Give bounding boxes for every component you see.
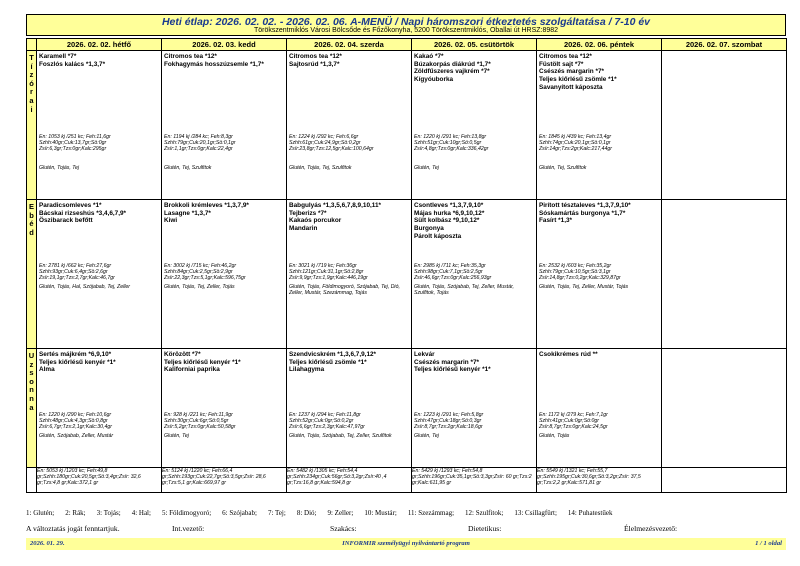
nutrition-info: En: 1220 kj /291 kc; Feh:13,8gr Szhh:51gr;Cuk:10gr;Sö:0,5gr Zsír:4,8gr;Tzs:0gr;Kalc:336,42gr bbox=[414, 134, 489, 153]
day-header: 2026. 02. 04. szerda bbox=[287, 39, 412, 51]
nutrition-info: En: 1224 kj /292 kc; Feh:6,6gr Szhh:61gr;Cuk:24,9gr;Sö:0,2gr Zsír:23,8gr;Tzs:12,5gr;Kalc:100,64gr bbox=[289, 134, 374, 153]
weekly-menu-table bbox=[26, 38, 787, 493]
nutrition-info: En: 1172 kj /279 kc; Feh:7,1gr Szhh:41gr;Cuk:0gr;Sö:0gr Zsír:8,7gr;Tzs:0gr;Kalc:24,5gr bbox=[539, 412, 608, 431]
legend-item: 14: Puhatestűek bbox=[567, 509, 613, 517]
allergen-list: Glutén, Tojás bbox=[539, 433, 570, 439]
menu-cell bbox=[662, 349, 787, 468]
daily-total bbox=[662, 468, 787, 493]
menu-cell bbox=[162, 200, 287, 349]
menu-items bbox=[662, 200, 786, 202]
allergen-list: Glutén, Tojás, Tej, Szulfitok bbox=[289, 165, 352, 171]
menu-items bbox=[662, 51, 786, 53]
day-header: 2026. 02. 03. kedd bbox=[162, 39, 287, 51]
legend-item: 3: Tojás; bbox=[96, 509, 121, 517]
footer-date: 2026. 01. 29. bbox=[30, 540, 65, 547]
footer-bar bbox=[26, 538, 786, 550]
menu-cell bbox=[162, 349, 287, 468]
menu-items: Csontleves *1,3,7,9,10* Májas hurka *6,9,10,12* Sült kolbász *9,10,12* Burgonya Párolt káposzta bbox=[414, 202, 485, 240]
menu-cell bbox=[537, 349, 662, 468]
daily-total: En: 5053 kj /1203 kc; Feh:49,8 gr;Szhh:180gr;Cuk:20,5gr;Sö:3,4gr;Zsír: 32,6 gr;Tzs:4,8 gr;Kalc:372,1 gr bbox=[37, 468, 162, 493]
menu-items: Citromos tea *12* Fokhagymás hosszúzsemle *1,7* bbox=[164, 53, 264, 68]
rights-notice: A változtatás jogát fenntartjuk. bbox=[26, 524, 120, 533]
menu-items: Paradicsomleves *1* Bácskai rizseshús *3,4,6,7,9* Öszibarack befőtt bbox=[39, 202, 127, 225]
daily-total: En: 5429 kj /1293 kc; Feh:54,8 gr;Szhh:196gr;Cuk:35,1gr;Sö:3,3gr;Zsír: 60 gr;Tzs:2 gr;Kalc:611,95 gr bbox=[412, 468, 537, 493]
day-header: 2026. 02. 07. szombat bbox=[662, 39, 787, 51]
legend-item: 2: Rák; bbox=[65, 509, 86, 517]
menu-cell bbox=[662, 200, 787, 349]
menu-cell bbox=[37, 200, 162, 349]
page-subtitle: Törökszentmiklós Városi Bölcsőde és Főzőkonyha, 5200 Törökszentmiklós, Oballai út HRSZ:8982 bbox=[253, 27, 559, 34]
menu-cell bbox=[662, 51, 787, 200]
meal-label: E b é d bbox=[27, 200, 37, 349]
nutrition-info: En: 1845 kj /439 kc; Feh:13,4gr Szhh:74gr;Cuk:20,1gr;Sö:0,1gr Zsír:14gr;Tzs:2gr;Kalc:217,44gr bbox=[539, 134, 612, 153]
menu-items: Citromos tea *12* Füstölt sajt *7* Csészés margarin *7* Teljes kiőrlésű zsömle *1* Savanyított káposzta bbox=[539, 53, 617, 91]
allergen-list: Glutén, Tojás, Szójabab, Tej, Zeller, Mustár, Szulfitok, Tojás bbox=[414, 284, 514, 297]
totals-label-cell bbox=[27, 468, 37, 493]
nutrition-info: En: 1223 kj /291 kc; Feh:5,8gr Szhh:47gr;Cuk:18gr;Sö:0,3gr Zsír:8,7gr;Tzs:2gr;Kalc:18,6gr bbox=[414, 412, 484, 431]
menu-items: Pirított tésztaleves *1,3,7,9,10* Sóskamártás burgonya *1,7* Fasírt *1,3* bbox=[539, 202, 631, 225]
legend-item: 5: Földimogyoró; bbox=[161, 509, 212, 517]
menu-items: Karamell *7* Foszlós kalács *1,3,7* bbox=[39, 53, 106, 68]
menu-cell bbox=[287, 200, 412, 349]
menu-items: Babgulyás *1,3,5,6,7,8,9,10,11* Tejberizs *7* Kakaós porcukor Mandarin bbox=[289, 202, 382, 233]
menu-cell bbox=[287, 349, 412, 468]
allergen-list: Glutén, Tojás, Földimogyoró, Szójabab, Tej, Dió, Zeller, Mustár, Szezámmag, Tojás bbox=[289, 284, 400, 297]
menu-items: Körözött *7* Teljes kiőrlésű kenyér *1* Kaliforniai paprika bbox=[164, 351, 241, 374]
menu-cell bbox=[287, 51, 412, 200]
nutrition-info: En: 1194 kj /284 kc; Feh:8,3gr Szhh:79gr;Cuk:20,1gr;Sö:0,1gr Zsír:1,1gr;Tzs:0gr;Kalc:22,4gr bbox=[164, 134, 236, 153]
day-header-row bbox=[27, 39, 787, 51]
allergen-list: Glutén, Tojás, Hal, Szójabab, Tej, Zeller bbox=[39, 284, 131, 290]
menu-items: Lekvár Csészés margarin *7* Teljes kiőrlésű kenyér *1* bbox=[414, 351, 491, 374]
legend-item: 8: Dió; bbox=[296, 509, 317, 517]
allergen-list: Glutén, Tej, Szulfitok bbox=[164, 165, 212, 171]
meal-label: U z s o n n a bbox=[27, 349, 37, 468]
allergen-list: Glutén, Tojás, Tej, Zeller, Tojás bbox=[164, 284, 235, 290]
allergen-list: Glutén, Tojás, Tej bbox=[39, 165, 79, 171]
meal-row bbox=[27, 200, 787, 349]
daily-total: En: 5124 kj /1220 kc; Feh:66,4 gr;Szhh:193gr;Cuk:22,7gr;Sö:3,5gr;Zsír: 28,6 gr;Tzs:5,1 gr;Kalc:669,97 gr bbox=[162, 468, 287, 493]
menu-cell bbox=[537, 51, 662, 200]
legend-item: 11: Szezámmag; bbox=[407, 509, 455, 517]
legend-item: 10: Mustár; bbox=[364, 509, 397, 517]
nutrition-info: En: 1053 kj /251 kc; Feh:11,6gr Szhh:40gr;Cuk:13,7gr;Sö:0gr Zsír:6,3gr;Tzs:0gr;Kalc:295gr bbox=[39, 134, 111, 153]
menu-cell bbox=[412, 200, 537, 349]
allergen-list: Glutén, Szójabab, Zeller, Mustár bbox=[39, 433, 114, 439]
allergen-list: Glutén, Tojás, Tej, Zeller, Mustár, Tojás bbox=[539, 284, 629, 290]
nutrition-info: En: 928 kj /221 kc; Feh:11,9gr Szhh:30gr;Cuk:6gr;Sö:0,5gr Zsír:5,2gr;Tzs:0gr;Kalc:50,58gr bbox=[164, 412, 236, 431]
page-title: Heti étlap: 2026. 02. 02. - 2026. 02. 06. A-MENÜ / Napi háromszori étkeztetés szolgáltatása / 7-10 év bbox=[161, 16, 651, 28]
daily-total: En: 5482 kj /1305 kc; Feh:54,4 gr;Szhh:234gr;Cuk:56gr;Sö:3,2gr;Zsír:40 ,4 gr;Tzs:16,8 gr;Kalc:594,8 gr bbox=[287, 468, 412, 493]
legend-item: 9: Zeller; bbox=[327, 509, 354, 517]
nutrition-info: En: 2532 kj /603 kc; Feh:35,2gr Szhh:79gr;Cuk:10,5gr;Sö:3,1gr Zsír:14,8gr;Tzs:0,2gr;Kalc:329,87gr bbox=[539, 263, 621, 282]
signature-szakacs: Szakács: bbox=[330, 524, 357, 533]
nutrition-info: En: 3021 kj /719 kc; Feh:36gr Szhh:121gr;Cuk:31,1gr;Sö:2,8gr Zsír:9,9gr;Tzs:1,9gr;Kalc:446,19gr bbox=[289, 263, 368, 282]
day-header: 2026. 02. 06. péntek bbox=[537, 39, 662, 51]
menu-cell bbox=[412, 349, 537, 468]
daily-total: En: 5549 kj /1321 kc; Feh:55,7 gr;Szhh:195gr;Cuk:30,6gr;Sö:3,2gr;Zsír: 37,5 gr;Tzs:2,2 gr;Kalc:571,81 gr bbox=[537, 468, 662, 493]
allergen-list: Glutén, Tej bbox=[414, 433, 439, 439]
legend-item: 7: Tej; bbox=[267, 509, 286, 517]
allergen-list: Glutén, Tej, Szulfitok bbox=[539, 165, 587, 171]
menu-items: Citromos tea *12* Sajtosrúd *1,3,7* bbox=[289, 53, 342, 68]
day-header: 2026. 02. 02. hétfő bbox=[37, 39, 162, 51]
menu-items: Brokkoli krémleves *1,3,7,9* Lasagne *1,3,7* Kiwi bbox=[164, 202, 249, 225]
meal-row bbox=[27, 51, 787, 200]
menu-cell bbox=[37, 51, 162, 200]
allergen-list: Glutén, Tojás, Szójabab, Tej, Zeller, Szulfitok bbox=[289, 433, 392, 439]
menu-items: Szendvicskrém *1,3,6,7,9,12* Teljes kiőrlésű zsömle *1* Lilahagyma bbox=[289, 351, 377, 374]
legend-item: 13: Csillagfürt; bbox=[514, 509, 557, 517]
meal-row bbox=[27, 349, 787, 468]
legend-item: 1: Glutén; bbox=[26, 509, 55, 517]
daily-totals-row bbox=[27, 468, 787, 493]
nutrition-info: En: 2781 kj /662 kc; Feh:27,6gr Szhh:93gr;Cuk:6,4gr;Sö:2,6gr Zsír:19,1gr;Tzs:2,7gr;Kalc:46,7gr bbox=[39, 263, 115, 282]
nutrition-info: En: 1220 kj /290 kc; Feh:10,6gr Szhh:48gr;Cuk:4,3gr;Sö:0,8gr Zsír:6,7gr;Tzs:2,1gr;Kalc:30,4gr bbox=[39, 412, 112, 431]
menu-cell bbox=[537, 200, 662, 349]
header-banner bbox=[26, 14, 786, 36]
meal-label: T í z ó r a i bbox=[27, 51, 37, 200]
nutrition-info: En: 1237 kj /294 kc; Feh:11,8gr Szhh:52gr;Cuk:0gr;Sö:0,2gr Zsír:6,6gr;Tzs:2,3gr;Kalc:47,97gr bbox=[289, 412, 365, 431]
menu-cell bbox=[162, 51, 287, 200]
footer-program: INFORMIR személyügyi nyilvántartó program bbox=[342, 540, 470, 547]
legend-item: 6: Szójabab; bbox=[222, 509, 257, 517]
footer-page: 1 / 1 oldal bbox=[755, 540, 782, 547]
legend-item: 4: Hal; bbox=[131, 509, 151, 517]
day-header: 2026. 02. 05. csütörtök bbox=[412, 39, 537, 51]
nutrition-info: En: 2985 kj /711 kc; Feh:35,3gr Szhh:98gr;Cuk:7,1gr;Sö:2,5gr Zsír:46,6gr;Tzs:0gr;Kalc:256,93gr bbox=[414, 263, 492, 282]
legend-item: 12: Szulfitok; bbox=[465, 509, 504, 517]
allergen-legend bbox=[26, 509, 786, 517]
signature-int-vezeto: Int.vezető: bbox=[172, 524, 205, 533]
menu-items bbox=[662, 349, 786, 351]
menu-items: Csokikrémes rúd ** bbox=[539, 351, 598, 358]
nutrition-info: En: 3002 kj /715 kc; Feh:46,2gr Szhh:84gr;Cuk:2,5gr;Sö:2,9gr Zsír:22,3gr;Tzs:5,1gr;Kalc:596,75gr bbox=[164, 263, 246, 282]
corner-cell bbox=[27, 39, 37, 51]
signature-elelmezesvezeto: Élelmezésvezető: bbox=[624, 524, 678, 533]
allergen-list: Glutén, Tej bbox=[164, 433, 189, 439]
menu-items: Sertés májkrém *6,9,10* Teljes kiőrlésű kenyér *1* Alma bbox=[39, 351, 116, 374]
menu-cell bbox=[37, 349, 162, 468]
menu-cell bbox=[412, 51, 537, 200]
signature-dietetikus: Dietetikus: bbox=[468, 524, 502, 533]
allergen-list: Glutén, Tej bbox=[414, 165, 439, 171]
menu-items: Kakaó *7* Búzakorpás diákrúd *1,7* Zöldfűszeres vajkrém *7* Kígyóuborka bbox=[414, 53, 491, 84]
